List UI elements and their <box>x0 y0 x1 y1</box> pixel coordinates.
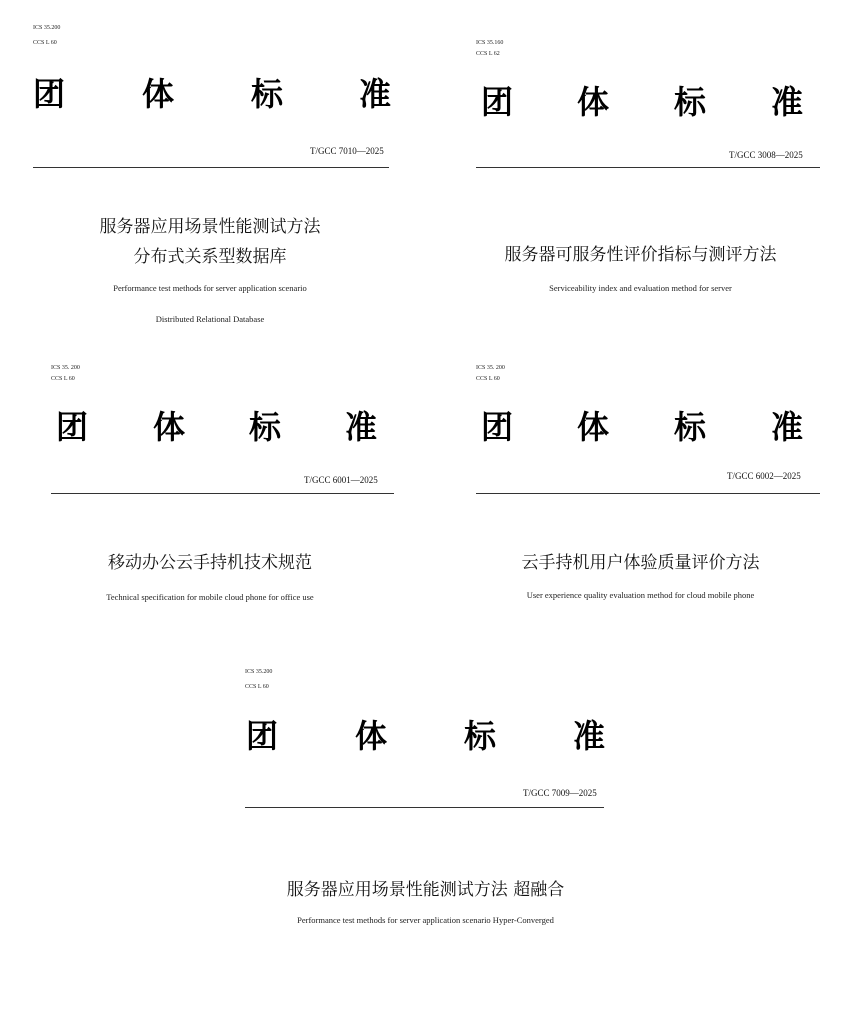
header-rule <box>51 493 394 494</box>
standard-number: T/GCC 6001—2025 <box>304 475 378 485</box>
standard-number: T/GCC 6002—2025 <box>727 471 801 481</box>
ics-code: ICS 35. 200 <box>476 365 505 371</box>
header-char: 准 <box>359 75 392 113</box>
header-char: 体 <box>577 83 610 121</box>
ics-code: ICS 35.200 <box>245 669 273 675</box>
title-cn-subtitle: 分布式关系型数据库 <box>133 247 287 267</box>
standard-cover-3008 <box>430 0 851 340</box>
standard-number: T/GCC 7009—2025 <box>523 788 597 798</box>
standard-cover-7009 <box>0 655 851 1024</box>
header-char: 团 <box>481 408 514 446</box>
header-rule <box>245 807 604 808</box>
title-cn: 移动办公云手持机技术规范 <box>108 553 312 573</box>
header-char: 团 <box>481 83 514 121</box>
title-cn: 服务器应用场景性能测试方法 超融合 <box>286 880 565 900</box>
standard-cover-6002 <box>430 350 851 640</box>
header-char: 体 <box>142 75 175 113</box>
title-en: Technical specification for mobile cloud phone for office use <box>106 592 314 602</box>
header-char: 团 <box>33 75 66 113</box>
header-rule <box>476 493 820 494</box>
header-char: 体 <box>355 717 388 755</box>
ccs-code: CCS L 62 <box>476 51 500 57</box>
header-char: 标 <box>249 408 282 446</box>
header-char: 准 <box>771 83 804 121</box>
header-char: 标 <box>251 75 284 113</box>
ccs-code: CCS L 60 <box>33 40 57 46</box>
header-char: 准 <box>771 408 804 446</box>
title-cn: 服务器应用场景性能测试方法 <box>99 217 321 237</box>
ccs-code: CCS L 60 <box>245 684 269 690</box>
standard-number: T/GCC 3008—2025 <box>729 150 803 160</box>
header-char: 体 <box>577 408 610 446</box>
title-en: Performance test methods for server application scenario <box>113 283 307 293</box>
header-char: 标 <box>674 83 707 121</box>
title-en: Serviceability index and evaluation method for server <box>549 283 732 293</box>
header-char: 体 <box>153 408 186 446</box>
header-char: 标 <box>464 717 497 755</box>
title-en: User experience quality evaluation method for cloud mobile phone <box>526 590 755 600</box>
ics-code: ICS 35.160 <box>476 40 504 46</box>
title-cn: 云手持机用户体验质量评价方法 <box>521 553 760 573</box>
header-char: 准 <box>573 717 606 755</box>
ccs-code: CCS L 60 <box>51 376 75 382</box>
header-rule <box>476 167 820 168</box>
header-char: 标 <box>674 408 707 446</box>
standard-number: T/GCC 7010—2025 <box>310 146 384 156</box>
ics-code: ICS 35. 200 <box>51 365 80 371</box>
ccs-code: CCS L 60 <box>476 376 500 382</box>
standard-cover-7010 <box>0 0 420 340</box>
title-en-subtitle: Distributed Relational Database <box>155 314 265 324</box>
standard-cover-6001 <box>0 350 420 640</box>
header-char: 团 <box>56 408 89 446</box>
header-rule <box>33 167 389 168</box>
title-en: Performance test methods for server application scenario Hyper-Converged <box>297 915 554 925</box>
title-cn: 服务器可服务性评价指标与测评方法 <box>504 245 777 265</box>
header-char: 团 <box>246 717 279 755</box>
header-char: 准 <box>345 408 378 446</box>
ics-code: ICS 35.200 <box>33 25 61 31</box>
